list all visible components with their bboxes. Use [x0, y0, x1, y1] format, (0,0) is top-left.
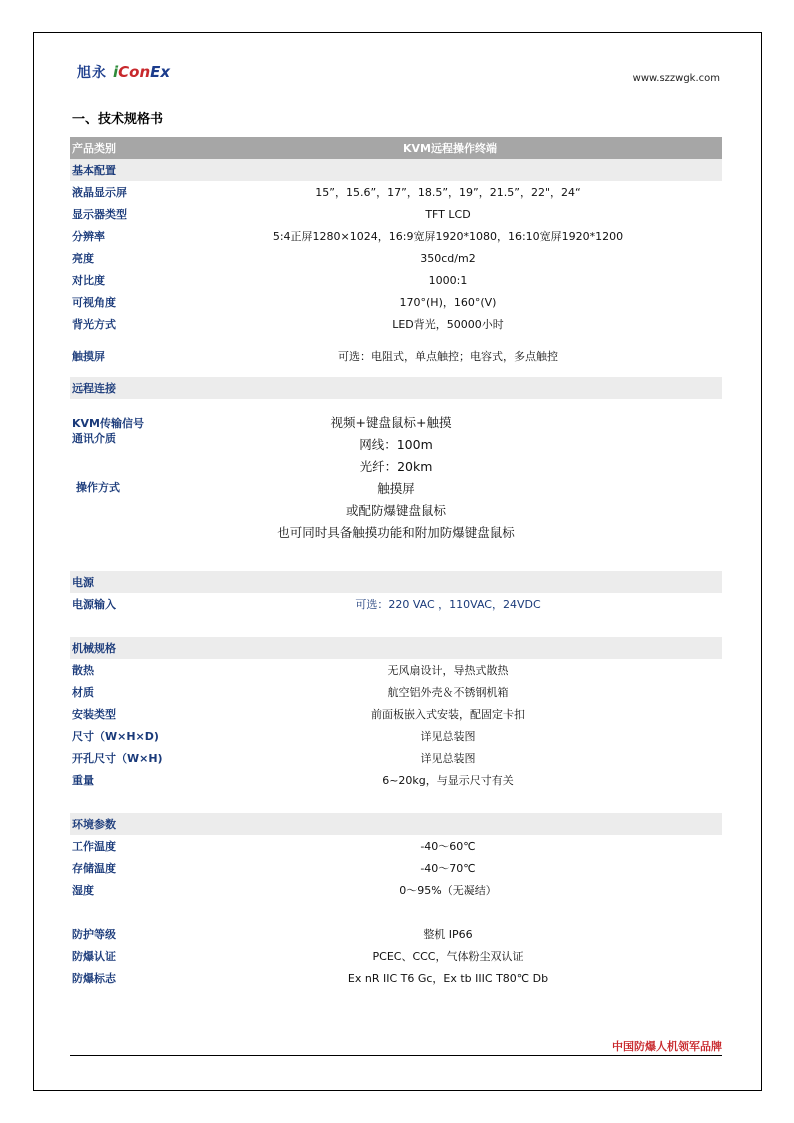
comm-medium-label: 通讯介质 [72, 432, 116, 445]
row-label: 防护等级 [72, 928, 116, 941]
kvm-signal-value: 视频+键盘鼠标+触摸 [330, 415, 452, 430]
table-row [70, 945, 722, 967]
section-remote [70, 377, 722, 399]
section-mechanical [70, 637, 722, 659]
row-label: 开孔尺寸（W×H) [72, 752, 163, 765]
network-cable-value: 网线：100m [359, 437, 433, 452]
table-row [70, 835, 722, 857]
row-value: 1000:1 [428, 273, 468, 287]
logo-cn-text: 旭永 [77, 65, 107, 81]
section-mechanical-title: 机械规格 [72, 642, 116, 655]
row-label: 显示器类型 [72, 208, 127, 221]
header-label: 产品类别 [72, 142, 116, 155]
row-value: 350cd/m2 [420, 251, 476, 265]
row-value: 5:4正屏1280×1024，16:9宽屏1920*1080，16:10宽屏1920*1200 [272, 230, 624, 243]
row-label: 重量 [72, 774, 94, 787]
remote-connection-block [70, 399, 722, 559]
row-label: 尺寸（W×H×D) [72, 730, 159, 743]
spec-table [70, 137, 722, 989]
operation-mode-label: 操作方式 [76, 481, 120, 494]
row-label: 触摸屏 [72, 350, 105, 363]
row-label: 存储温度 [72, 862, 116, 875]
table-row [70, 703, 722, 725]
company-logo [77, 62, 170, 82]
section-environment-title: 环境参数 [72, 818, 116, 831]
website-url[interactable]: www.szzwgk.com [632, 73, 720, 84]
table-row [70, 879, 722, 901]
operation-touch-value: 触摸屏 [377, 481, 415, 496]
row-label: 对比度 [72, 274, 105, 287]
row-label: 亮度 [72, 252, 94, 265]
row-label: 材质 [72, 686, 94, 699]
row-label: 液晶显示屏 [72, 186, 127, 199]
row-value: 前面板嵌入式安装，配固定卡扣 [371, 708, 525, 721]
operation-combined-value: 也可同时具备触摸功能和附加防爆键盘鼠标 [277, 525, 515, 540]
table-row [70, 181, 722, 203]
table-row [70, 225, 722, 247]
row-label: 安装类型 [72, 708, 116, 721]
row-label: 湿度 [72, 884, 94, 897]
row-value: 6~20kg，与显示尺寸有关 [382, 774, 514, 787]
table-row [70, 725, 722, 747]
row-label: 防爆认证 [72, 950, 116, 963]
row-label: 分辨率 [72, 230, 105, 243]
row-value: 0～95%（无凝结） [399, 884, 497, 897]
table-row [70, 681, 722, 703]
row-value: 无风扇设计，导热式散热 [387, 664, 509, 677]
row-label: 电源输入 [72, 598, 116, 611]
table-row [70, 747, 722, 769]
header-value: KVM远程操作终端 [403, 142, 497, 155]
section-title: 一、技术规格书 [72, 112, 164, 127]
row-value: 可选：220 VAC ，110VAC，24VDC [355, 598, 541, 611]
row-value: 详见总装图 [420, 752, 476, 765]
row-value: -40～60℃ [420, 840, 476, 853]
logo-en-text: iConEx [113, 63, 171, 81]
table-row [70, 335, 722, 377]
row-value: 15”，15.6”，17”，18.5”，19”，21.5”，22"，24“ [315, 186, 581, 199]
section-basic [70, 159, 722, 181]
section-power-title: 电源 [72, 576, 94, 589]
row-label: 防爆标志 [72, 972, 116, 985]
row-value: TFT LCD [425, 207, 471, 221]
table-row [70, 291, 722, 313]
row-value: 整机 IP66 [423, 928, 473, 941]
row-value: 航空铝外壳＆不锈钢机箱 [387, 686, 509, 699]
row-value: -40～70℃ [420, 862, 476, 875]
table-row [70, 269, 722, 291]
fiber-value: 光纤：20km [359, 459, 433, 474]
row-value: PCEC、CCC，气体粉尘双认证 [372, 950, 524, 963]
table-row [70, 313, 722, 335]
table-row [70, 923, 722, 945]
row-label: 工作温度 [72, 840, 116, 853]
kvm-signal-label: KVM传输信号 [72, 417, 144, 430]
footer-slogan: 中国防爆人机领军品牌 [612, 1040, 722, 1053]
table-header-row [70, 137, 722, 159]
row-value: 170°(H)，160°(V) [399, 296, 497, 309]
row-label: 散热 [72, 664, 94, 677]
row-label: 可视角度 [72, 296, 116, 309]
section-basic-title: 基本配置 [72, 164, 116, 177]
table-row [70, 247, 722, 269]
section-power [70, 571, 722, 593]
table-row [70, 659, 722, 681]
row-value: LED背光，50000小时 [392, 318, 504, 331]
row-label: 背光方式 [72, 318, 116, 331]
table-row [70, 593, 722, 615]
section-environment [70, 813, 722, 835]
section-remote-title: 远程连接 [72, 382, 116, 395]
row-value: Ex nR IIC T6 Gc，Ex tb IIIC T80℃ Db [347, 972, 549, 985]
table-row [70, 203, 722, 225]
table-row [70, 769, 722, 791]
footer-divider [70, 1055, 722, 1056]
row-value: 可选：电阻式，单点触控；电容式，多点触控 [338, 350, 558, 363]
table-row [70, 967, 722, 989]
operation-keyboard-value: 或配防爆键盘鼠标 [345, 503, 446, 518]
table-row [70, 857, 722, 879]
row-value: 详见总装图 [420, 730, 476, 743]
